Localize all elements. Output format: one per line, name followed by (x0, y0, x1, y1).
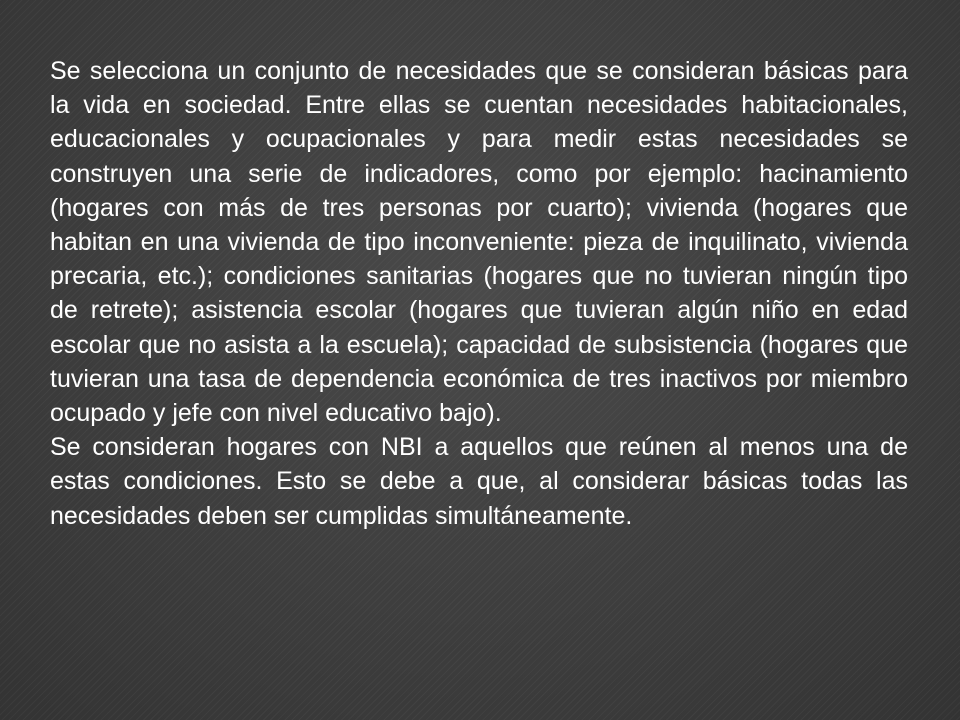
paragraph-indicators: Se selecciona un conjunto de necesidades que se consideran básicas para la vida en sociedad. Entre ellas se cuentan necesidades habitacionales, educacionales y ocupacionales y para medir estas necesidades se construyen una serie de indicadores, como por ejemplo: hacinamiento (hogares con más de tres personas por cuarto); vivienda (hogares que habitan en una vivienda de tipo inconveniente: pieza de inquilinato, vivienda precaria, etc.); condiciones sanitarias (hogares que no tuvieran ningún tipo de retrete); asistencia escolar (hogares que tuvieran algún niño en edad escolar que no asista a la escuela); capacidad de subsistencia (hogares que tuvieran una tasa de dependencia económica de tres inactivos por miembro ocupado y jefe con nivel educativo bajo). (50, 57, 908, 428)
paragraph-nbi-definition: Se consideran hogares con NBI a aquellos que reúnen al menos una de estas condiciones. Esto se debe a que, al considerar básicas todas las necesidades deben ser cumplidas simultáneamente. (50, 433, 908, 530)
slide-body (50, 54, 908, 533)
